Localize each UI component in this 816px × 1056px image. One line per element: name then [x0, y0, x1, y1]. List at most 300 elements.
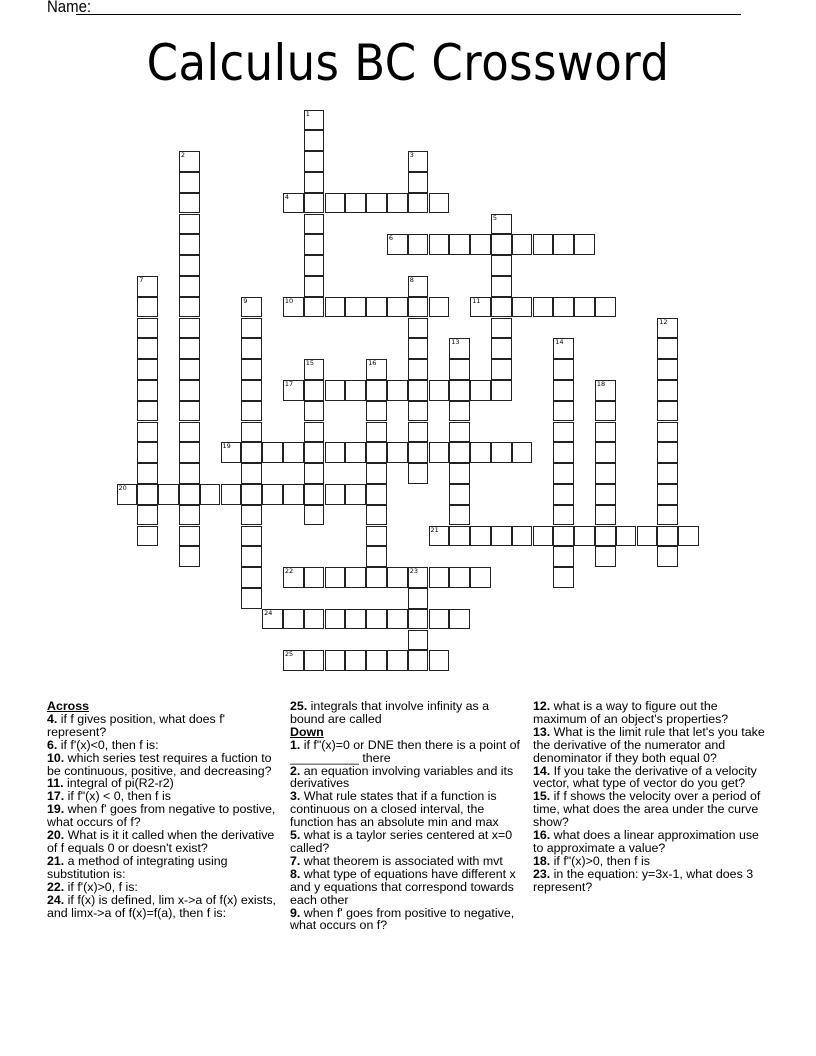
- crossword-cell[interactable]: [304, 234, 325, 255]
- crossword-cell[interactable]: [470, 567, 491, 588]
- clue-item: [47, 894, 283, 920]
- crossword-cell[interactable]: [595, 401, 616, 422]
- crossword-cell[interactable]: [241, 318, 262, 339]
- crossword-cell[interactable]: [595, 526, 616, 547]
- crossword-cell[interactable]: [325, 297, 346, 318]
- crossword-cell[interactable]: [449, 442, 470, 463]
- clue-item: [533, 726, 771, 765]
- crossword-cell[interactable]: [366, 442, 387, 463]
- crossword-cell[interactable]: [345, 484, 366, 505]
- clue-text: What is it it called when the derivative of f equals 0 or doesn't exist?: [47, 828, 275, 855]
- crossword-cell[interactable]: [366, 401, 387, 422]
- clue-number: 23.: [533, 866, 551, 881]
- crossword-cell[interactable]: [137, 380, 158, 401]
- crossword-cell[interactable]: [366, 297, 387, 318]
- crossword-cell[interactable]: [657, 546, 678, 567]
- crossword-cell[interactable]: [553, 463, 574, 484]
- crossword-cell[interactable]: [304, 401, 325, 422]
- crossword-cell[interactable]: [283, 297, 304, 318]
- crossword-cell[interactable]: [304, 463, 325, 484]
- crossword-cell[interactable]: [429, 380, 450, 401]
- crossword-cell[interactable]: [408, 172, 429, 193]
- crossword-cell[interactable]: [553, 234, 574, 255]
- crossword-cell[interactable]: [304, 172, 325, 193]
- crossword-cell[interactable]: [616, 526, 637, 547]
- crossword-cell[interactable]: [512, 526, 533, 547]
- crossword-cell[interactable]: [429, 567, 450, 588]
- crossword-cell[interactable]: [553, 338, 574, 359]
- crossword-cell[interactable]: [553, 442, 574, 463]
- crossword-cell[interactable]: [429, 650, 450, 671]
- crossword-cell[interactable]: [179, 193, 200, 214]
- crossword-cell[interactable]: [241, 380, 262, 401]
- crossword-cell[interactable]: [345, 650, 366, 671]
- crossword-cell[interactable]: [553, 297, 574, 318]
- clue-number: 9.: [290, 905, 301, 920]
- crossword-cell[interactable]: [179, 234, 200, 255]
- crossword-cell[interactable]: [449, 505, 470, 526]
- crossword-cell[interactable]: [553, 526, 574, 547]
- crossword-cell[interactable]: [408, 567, 429, 588]
- crossword-cell[interactable]: [179, 297, 200, 318]
- crossword-cell[interactable]: [491, 297, 512, 318]
- crossword-cell[interactable]: [366, 380, 387, 401]
- clue-number: 1.: [290, 737, 301, 752]
- crossword-cell[interactable]: [325, 484, 346, 505]
- crossword-cell[interactable]: [408, 588, 429, 609]
- clue-number-label: 21: [430, 525, 439, 534]
- crossword-cell[interactable]: [241, 546, 262, 567]
- clue-item: [533, 790, 771, 829]
- crossword-cell[interactable]: [304, 484, 325, 505]
- crossword-cell[interactable]: [470, 297, 491, 318]
- crossword-cell[interactable]: [179, 276, 200, 297]
- crossword-cell[interactable]: [179, 380, 200, 401]
- crossword-cell[interactable]: [304, 297, 325, 318]
- clue-number: 7.: [290, 853, 301, 868]
- clue-number: 14.: [533, 763, 551, 778]
- crossword-cell[interactable]: [408, 276, 429, 297]
- crossword-cell[interactable]: [221, 442, 242, 463]
- crossword-cell[interactable]: [366, 526, 387, 547]
- crossword-cell[interactable]: [345, 193, 366, 214]
- crossword-cell[interactable]: [137, 297, 158, 318]
- clue-text: what does a linear approximation use to approximate a value?: [533, 828, 759, 855]
- crossword-cell[interactable]: [429, 193, 450, 214]
- crossword-cell[interactable]: [449, 484, 470, 505]
- crossword-cell[interactable]: [304, 380, 325, 401]
- crossword-cell[interactable]: [241, 484, 262, 505]
- crossword-cell[interactable]: [137, 338, 158, 359]
- clue-item: [290, 700, 526, 726]
- crossword-cell[interactable]: [491, 318, 512, 339]
- clue-number-label: 9: [243, 296, 248, 305]
- crossword-cell[interactable]: [408, 650, 429, 671]
- crossword-cell[interactable]: [657, 338, 678, 359]
- crossword-cell[interactable]: [179, 484, 200, 505]
- crossword-cell[interactable]: [241, 359, 262, 380]
- clue-number: 11.: [47, 776, 64, 791]
- clue-number-label: 6: [388, 234, 394, 243]
- crossword-cell[interactable]: [304, 567, 325, 588]
- crossword-cell[interactable]: [283, 484, 304, 505]
- crossword-cell[interactable]: [283, 650, 304, 671]
- crossword-cell[interactable]: [345, 442, 366, 463]
- crossword-cell[interactable]: [241, 338, 262, 359]
- crossword-cell[interactable]: [449, 567, 470, 588]
- crossword-cell[interactable]: [304, 214, 325, 235]
- crossword-cell[interactable]: [304, 505, 325, 526]
- crossword-cell[interactable]: [179, 318, 200, 339]
- crossword-cell[interactable]: [491, 442, 512, 463]
- crossword-cell[interactable]: [408, 234, 429, 255]
- clue-text: what is a taylor series centered at x=0 called?: [290, 828, 513, 855]
- crossword-cell[interactable]: [408, 609, 429, 630]
- crossword-cell[interactable]: [137, 401, 158, 422]
- crossword-cell[interactable]: [449, 401, 470, 422]
- clue-number-label: 16: [368, 359, 377, 368]
- crossword-cell[interactable]: [595, 546, 616, 567]
- crossword-cell[interactable]: [387, 650, 408, 671]
- clue-text: an equation involving variables and its derivatives: [290, 763, 514, 791]
- clue-item: [533, 868, 771, 894]
- crossword-cell[interactable]: [283, 380, 304, 401]
- crossword-cell[interactable]: [137, 359, 158, 380]
- crossword-cell[interactable]: [553, 546, 574, 567]
- crossword-cell[interactable]: [595, 380, 616, 401]
- crossword-cell[interactable]: [304, 151, 325, 172]
- crossword-cell[interactable]: [449, 338, 470, 359]
- crossword-cell[interactable]: [533, 234, 554, 255]
- crossword-cell[interactable]: [345, 380, 366, 401]
- crossword-cell[interactable]: [137, 276, 158, 297]
- clue-item: [47, 713, 283, 739]
- name-label: Name:: [47, 0, 92, 16]
- crossword-cell[interactable]: [241, 505, 262, 526]
- clue-text: if f"(x) < 0, then f is: [64, 789, 171, 804]
- crossword-cell[interactable]: [137, 422, 158, 443]
- crossword-cell[interactable]: [512, 297, 533, 318]
- crossword-cell[interactable]: [137, 442, 158, 463]
- crossword-cell[interactable]: [595, 297, 616, 318]
- clues-column-2: [290, 700, 526, 932]
- crossword-cell[interactable]: [408, 422, 429, 443]
- crossword-cell[interactable]: [221, 484, 242, 505]
- clue-number: 5.: [290, 828, 301, 843]
- crossword-cell[interactable]: [179, 338, 200, 359]
- clue-item: [290, 907, 526, 933]
- clue-text: what is a way to figure out the maximum of an object's properties?: [533, 699, 729, 726]
- clue-item: [47, 803, 283, 829]
- crossword-cell[interactable]: [470, 234, 491, 255]
- crossword-cell[interactable]: [657, 526, 678, 547]
- crossword-cell[interactable]: [387, 234, 408, 255]
- clue-item: [47, 855, 283, 881]
- crossword-cell[interactable]: [366, 359, 387, 380]
- crossword-cell[interactable]: [574, 234, 595, 255]
- crossword-cell[interactable]: [408, 338, 429, 359]
- crossword-cell[interactable]: [179, 255, 200, 276]
- clue-number-label: 22: [284, 567, 294, 576]
- crossword-cell[interactable]: [553, 567, 574, 588]
- crossword-cell[interactable]: [678, 526, 699, 547]
- clue-number-label: 13: [451, 338, 460, 347]
- clue-item: [533, 765, 771, 791]
- crossword-cell[interactable]: [241, 526, 262, 547]
- crossword-cell[interactable]: [179, 526, 200, 547]
- crossword-cell[interactable]: [449, 359, 470, 380]
- clue-number: 22.: [47, 879, 65, 894]
- crossword-cell[interactable]: [387, 609, 408, 630]
- crossword-cell[interactable]: [574, 526, 595, 547]
- crossword-cell[interactable]: [325, 442, 346, 463]
- clue-text: a method of integrating using substitution is:: [47, 853, 228, 881]
- crossword-cell[interactable]: [553, 359, 574, 380]
- crossword-cell[interactable]: [304, 609, 325, 630]
- crossword-cell[interactable]: [304, 255, 325, 276]
- crossword-cell[interactable]: [366, 193, 387, 214]
- crossword-cell[interactable]: [325, 609, 346, 630]
- crossword-cell[interactable]: [512, 442, 533, 463]
- crossword-cell[interactable]: [408, 318, 429, 339]
- crossword-cell[interactable]: [366, 650, 387, 671]
- crossword-cell[interactable]: [553, 380, 574, 401]
- crossword-cell[interactable]: [449, 609, 470, 630]
- clue-text: in the equation: y=3x-1, what does 3 represent?: [533, 866, 754, 894]
- crossword-cell[interactable]: [137, 463, 158, 484]
- crossword-cell[interactable]: [491, 234, 512, 255]
- crossword-cell[interactable]: [553, 484, 574, 505]
- clue-number: 3.: [290, 789, 301, 804]
- clue-number: 10.: [47, 750, 65, 765]
- crossword-cell[interactable]: [345, 567, 366, 588]
- clue-text: what theorem is associated with mvt: [300, 853, 503, 868]
- crossword-cell[interactable]: [553, 505, 574, 526]
- clue-item: [290, 739, 526, 765]
- crossword-cell[interactable]: [408, 442, 429, 463]
- clue-item: [290, 790, 526, 829]
- crossword-cell[interactable]: [283, 609, 304, 630]
- clue-item: [290, 868, 526, 907]
- crossword-cell[interactable]: [637, 526, 658, 547]
- crossword-cell[interactable]: [137, 318, 158, 339]
- crossword-cell[interactable]: [408, 463, 429, 484]
- crossword-cell[interactable]: [366, 609, 387, 630]
- clue-text: What is the limit rule that let's you take the derivative of the numerator and denominator if they both equal 0?: [533, 724, 765, 765]
- crossword-cell[interactable]: [325, 567, 346, 588]
- crossword-cell[interactable]: [304, 193, 325, 214]
- crossword-cell[interactable]: [325, 650, 346, 671]
- crossword-cell[interactable]: [179, 546, 200, 567]
- clue-text: if f gives position, what does f' represent?: [47, 711, 226, 739]
- crossword-cell[interactable]: [429, 442, 450, 463]
- crossword-cell[interactable]: [657, 484, 678, 505]
- clue-number-label: 17: [284, 379, 294, 388]
- crossword-cell[interactable]: [304, 110, 325, 131]
- clue-text: integral of pi(R2-r2): [63, 776, 174, 791]
- crossword-cell[interactable]: [449, 234, 470, 255]
- crossword-cell[interactable]: [283, 442, 304, 463]
- crossword-cell[interactable]: [241, 567, 262, 588]
- crossword-cell[interactable]: [408, 297, 429, 318]
- crossword-cell[interactable]: [158, 484, 179, 505]
- crossword-cell[interactable]: [345, 609, 366, 630]
- clue-text: if f shows the velocity over a period of time, what does the area under the curve show?: [533, 789, 761, 830]
- crossword-cell[interactable]: [262, 442, 283, 463]
- crossword-cell[interactable]: [387, 442, 408, 463]
- crossword-cell[interactable]: [657, 505, 678, 526]
- crossword-cell[interactable]: [262, 484, 283, 505]
- crossword-cell[interactable]: [470, 380, 491, 401]
- crossword-cell[interactable]: [366, 422, 387, 443]
- clue-item: [533, 700, 771, 726]
- crossword-cell[interactable]: [366, 463, 387, 484]
- down-heading: Down: [290, 724, 324, 739]
- crossword-cell[interactable]: [345, 297, 366, 318]
- crossword-cell[interactable]: [137, 484, 158, 505]
- crossword-cell[interactable]: [408, 193, 429, 214]
- crossword-cell[interactable]: [449, 526, 470, 547]
- crossword-cell[interactable]: [595, 422, 616, 443]
- crossword-cell[interactable]: [241, 442, 262, 463]
- crossword-cell[interactable]: [241, 588, 262, 609]
- crossword-cell[interactable]: [657, 359, 678, 380]
- crossword-cell[interactable]: [366, 567, 387, 588]
- clue-number-label: 11: [472, 296, 481, 305]
- clue-text: What rule states that if a function is continuous on a closed interval, the function has an absolute min and max: [290, 789, 499, 830]
- crossword-cell[interactable]: [595, 442, 616, 463]
- crossword-cell[interactable]: [657, 401, 678, 422]
- crossword-cell[interactable]: [366, 484, 387, 505]
- crossword-cell[interactable]: [117, 484, 138, 505]
- crossword-cell[interactable]: [657, 442, 678, 463]
- clue-text: if f'(x)>0, f is:: [64, 879, 138, 894]
- crossword-cell[interactable]: [387, 380, 408, 401]
- clue-number-label: 7: [139, 275, 144, 284]
- crossword-cell[interactable]: [491, 255, 512, 276]
- crossword-cell[interactable]: [533, 526, 554, 547]
- crossword-cell[interactable]: [449, 380, 470, 401]
- crossword-cell[interactable]: [491, 359, 512, 380]
- crossword-cell[interactable]: [470, 442, 491, 463]
- crossword-cell[interactable]: [137, 526, 158, 547]
- clue-number: 19.: [47, 802, 65, 817]
- crossword-cell[interactable]: [470, 526, 491, 547]
- clue-number: 20.: [47, 828, 65, 843]
- crossword-cell[interactable]: [429, 234, 450, 255]
- crossword-cell[interactable]: [179, 442, 200, 463]
- crossword-cell[interactable]: [179, 505, 200, 526]
- crossword-cell[interactable]: [241, 297, 262, 318]
- crossword-cell[interactable]: [657, 463, 678, 484]
- crossword-cell[interactable]: [304, 130, 325, 151]
- crossword-cell[interactable]: [574, 297, 595, 318]
- crossword-cell[interactable]: [429, 609, 450, 630]
- crossword-cell[interactable]: [304, 442, 325, 463]
- clue-number-label: 15: [305, 359, 314, 368]
- crossword-cell[interactable]: [491, 526, 512, 547]
- crossword-cell[interactable]: [283, 193, 304, 214]
- crossword-cell[interactable]: [512, 234, 533, 255]
- crossword-cell[interactable]: [408, 401, 429, 422]
- crossword-cell[interactable]: [179, 463, 200, 484]
- crossword-cell[interactable]: [595, 505, 616, 526]
- crossword-cell[interactable]: [241, 463, 262, 484]
- clue-number-label: 25: [284, 650, 294, 659]
- crossword-cell[interactable]: [179, 401, 200, 422]
- crossword-cell[interactable]: [429, 526, 450, 547]
- crossword-cell[interactable]: [491, 214, 512, 235]
- crossword-cell[interactable]: [304, 359, 325, 380]
- crossword-cell[interactable]: [137, 505, 158, 526]
- crossword-cell[interactable]: [325, 380, 346, 401]
- crossword-cell[interactable]: [408, 630, 429, 651]
- crossword-cell[interactable]: [325, 193, 346, 214]
- crossword-cell[interactable]: [387, 297, 408, 318]
- crossword-cell[interactable]: [449, 463, 470, 484]
- crossword-cell[interactable]: [179, 172, 200, 193]
- clue-text: what type of equations have different x and y equations that correspond towards each other: [290, 866, 516, 907]
- clue-number: 4.: [47, 711, 58, 726]
- crossword-cell[interactable]: [657, 318, 678, 339]
- crossword-cell[interactable]: [387, 193, 408, 214]
- crossword-cell[interactable]: [179, 359, 200, 380]
- clue-text: when f' goes from positive to negative, what occurs on f?: [290, 905, 515, 933]
- crossword-cell[interactable]: [429, 297, 450, 318]
- clue-number: 17.: [47, 789, 65, 804]
- crossword-cell[interactable]: [553, 422, 574, 443]
- crossword-cell[interactable]: [449, 422, 470, 443]
- clue-text: integrals that involve infinity as a bound are called: [290, 699, 490, 726]
- clue-text: which series test requires a fuction to be continuous, positive, and decreasing?: [47, 750, 272, 778]
- crossword-cell[interactable]: [241, 422, 262, 443]
- crossword-cell[interactable]: [262, 609, 283, 630]
- crossword-cell[interactable]: [179, 422, 200, 443]
- crossword-cell[interactable]: [657, 422, 678, 443]
- clues-column-3: [533, 700, 771, 894]
- crossword-cell[interactable]: [283, 567, 304, 588]
- crossword-cell[interactable]: [595, 463, 616, 484]
- crossword-cell[interactable]: [304, 650, 325, 671]
- clue-number-label: 20: [118, 483, 127, 492]
- crossword-cell[interactable]: [366, 505, 387, 526]
- crossword-cell[interactable]: [491, 380, 512, 401]
- crossword-cell[interactable]: [533, 297, 554, 318]
- clue-text: if f(x) is defined, lim x->a of f(x) exists, and limx->a of f(x)=f(a), then f is:: [47, 892, 276, 920]
- crossword-cell[interactable]: [241, 401, 262, 422]
- crossword-cell[interactable]: [179, 151, 200, 172]
- clue-number: 12.: [533, 699, 551, 713]
- clue-number: 21.: [47, 853, 65, 868]
- clue-text: if f"(x)=0 or DNE then there is a point of __________ there: [290, 737, 520, 765]
- crossword-cell[interactable]: [179, 214, 200, 235]
- crossword-cell[interactable]: [595, 484, 616, 505]
- crossword-cell[interactable]: [657, 380, 678, 401]
- crossword-cell[interactable]: [366, 546, 387, 567]
- clue-item: [47, 829, 283, 855]
- crossword-cell[interactable]: [408, 151, 429, 172]
- crossword-cell[interactable]: [408, 359, 429, 380]
- crossword-cell[interactable]: [491, 276, 512, 297]
- crossword-cell[interactable]: [304, 276, 325, 297]
- crossword-cell[interactable]: [304, 422, 325, 443]
- crossword-cell[interactable]: [387, 567, 408, 588]
- crossword-cell[interactable]: [491, 338, 512, 359]
- name-input-line[interactable]: [76, 14, 741, 15]
- crossword-cell[interactable]: [553, 401, 574, 422]
- crossword-cell[interactable]: [408, 380, 429, 401]
- crossword-cell[interactable]: [200, 484, 221, 505]
